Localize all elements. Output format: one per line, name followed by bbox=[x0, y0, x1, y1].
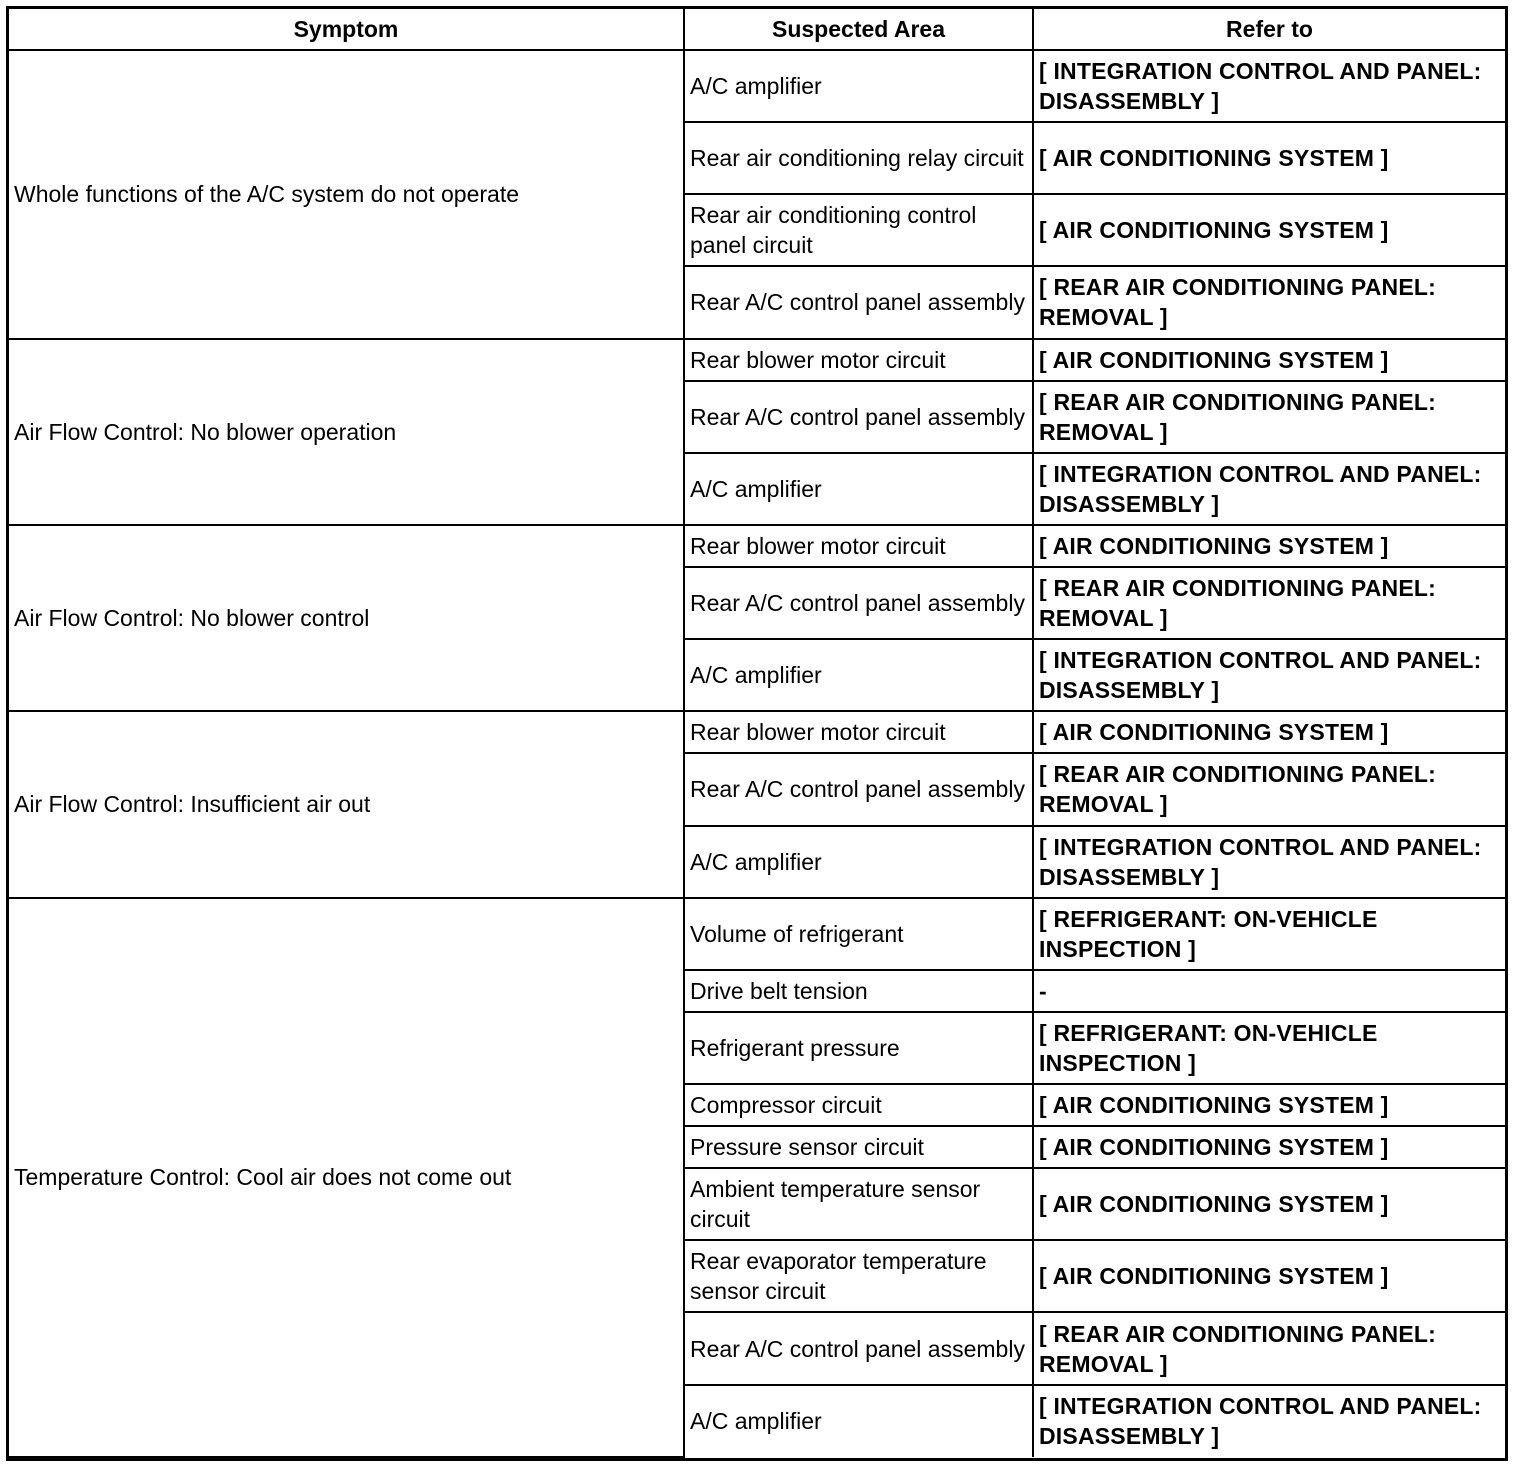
refer-to-cell: [ INTEGRATION CONTROL AND PANEL: DISASSEMBLY ] bbox=[1033, 453, 1505, 525]
refer-to-cell: [ INTEGRATION CONTROL AND PANEL: DISASSEMBLY ] bbox=[1033, 1385, 1505, 1457]
troubleshooting-table-frame bbox=[6, 6, 1508, 1461]
header-refer-to: Refer to bbox=[1033, 9, 1505, 50]
suspected-area-cell: Ambient temperature sensor circuit bbox=[684, 1168, 1033, 1240]
suspected-area-cell: A/C amplifier bbox=[684, 1385, 1033, 1457]
symptom-cell: Air Flow Control: No blower control bbox=[9, 525, 684, 711]
suspected-area-cell: Rear air conditioning relay circuit bbox=[684, 122, 1033, 194]
table-body bbox=[9, 50, 1505, 1457]
refer-to-cell: [ AIR CONDITIONING SYSTEM ] bbox=[1033, 1084, 1505, 1126]
symptom-cell: Whole functions of the A/C system do not operate bbox=[9, 50, 684, 339]
refer-to-cell: [ REAR AIR CONDITIONING PANEL: REMOVAL ] bbox=[1033, 1312, 1505, 1384]
refer-to-cell: [ AIR CONDITIONING SYSTEM ] bbox=[1033, 194, 1505, 266]
refer-to-cell: [ AIR CONDITIONING SYSTEM ] bbox=[1033, 525, 1505, 567]
refer-to-cell: [ AIR CONDITIONING SYSTEM ] bbox=[1033, 711, 1505, 753]
suspected-area-cell: Volume of refrigerant bbox=[684, 898, 1033, 970]
suspected-area-cell: Refrigerant pressure bbox=[684, 1012, 1033, 1084]
suspected-area-cell: Rear evaporator temperature sensor circuit bbox=[684, 1240, 1033, 1312]
table-row bbox=[9, 711, 1505, 753]
refer-to-cell: [ INTEGRATION CONTROL AND PANEL: DISASSEMBLY ] bbox=[1033, 826, 1505, 898]
refer-to-cell: [ AIR CONDITIONING SYSTEM ] bbox=[1033, 122, 1505, 194]
suspected-area-cell: Pressure sensor circuit bbox=[684, 1126, 1033, 1168]
suspected-area-cell: A/C amplifier bbox=[684, 50, 1033, 122]
refer-to-cell: [ AIR CONDITIONING SYSTEM ] bbox=[1033, 1168, 1505, 1240]
refer-to-cell: [ INTEGRATION CONTROL AND PANEL: DISASSEMBLY ] bbox=[1033, 639, 1505, 711]
refer-to-cell: - bbox=[1033, 970, 1505, 1012]
refer-to-cell: [ REFRIGERANT: ON-VEHICLE INSPECTION ] bbox=[1033, 898, 1505, 970]
table-row bbox=[9, 525, 1505, 567]
suspected-area-cell: Rear A/C control panel assembly bbox=[684, 381, 1033, 453]
suspected-area-cell: Rear air conditioning control panel circuit bbox=[684, 194, 1033, 266]
suspected-area-cell: A/C amplifier bbox=[684, 453, 1033, 525]
table-header-row bbox=[9, 9, 1505, 50]
symptom-cell: Air Flow Control: No blower operation bbox=[9, 339, 684, 525]
refer-to-cell: [ REAR AIR CONDITIONING PANEL: REMOVAL ] bbox=[1033, 753, 1505, 825]
refer-to-cell: [ REAR AIR CONDITIONING PANEL: REMOVAL ] bbox=[1033, 567, 1505, 639]
refer-to-cell: [ INTEGRATION CONTROL AND PANEL: DISASSEMBLY ] bbox=[1033, 50, 1505, 122]
suspected-area-cell: Rear A/C control panel assembly bbox=[684, 1312, 1033, 1384]
suspected-area-cell: Rear A/C control panel assembly bbox=[684, 266, 1033, 338]
suspected-area-cell: Rear A/C control panel assembly bbox=[684, 753, 1033, 825]
refer-to-cell: [ REAR AIR CONDITIONING PANEL: REMOVAL ] bbox=[1033, 381, 1505, 453]
suspected-area-cell: A/C amplifier bbox=[684, 826, 1033, 898]
table-row bbox=[9, 898, 1505, 970]
refer-to-cell: [ REAR AIR CONDITIONING PANEL: REMOVAL ] bbox=[1033, 266, 1505, 338]
suspected-area-cell: A/C amplifier bbox=[684, 639, 1033, 711]
suspected-area-cell: Rear blower motor circuit bbox=[684, 711, 1033, 753]
suspected-area-cell: Rear blower motor circuit bbox=[684, 339, 1033, 381]
suspected-area-cell: Drive belt tension bbox=[684, 970, 1033, 1012]
header-symptom: Symptom bbox=[9, 9, 684, 50]
table-row bbox=[9, 50, 1505, 122]
suspected-area-cell: Rear A/C control panel assembly bbox=[684, 567, 1033, 639]
refer-to-cell: [ REFRIGERANT: ON-VEHICLE INSPECTION ] bbox=[1033, 1012, 1505, 1084]
suspected-area-cell: Compressor circuit bbox=[684, 1084, 1033, 1126]
suspected-area-cell: Rear blower motor circuit bbox=[684, 525, 1033, 567]
refer-to-cell: [ AIR CONDITIONING SYSTEM ] bbox=[1033, 1240, 1505, 1312]
symptom-cell: Air Flow Control: Insufficient air out bbox=[9, 711, 684, 897]
refer-to-cell: [ AIR CONDITIONING SYSTEM ] bbox=[1033, 339, 1505, 381]
table-row bbox=[9, 339, 1505, 381]
refer-to-cell: [ AIR CONDITIONING SYSTEM ] bbox=[1033, 1126, 1505, 1168]
problem-symptoms-table bbox=[9, 9, 1505, 1458]
symptom-cell: Temperature Control: Cool air does not come out bbox=[9, 898, 684, 1457]
header-suspected-area: Suspected Area bbox=[684, 9, 1033, 50]
